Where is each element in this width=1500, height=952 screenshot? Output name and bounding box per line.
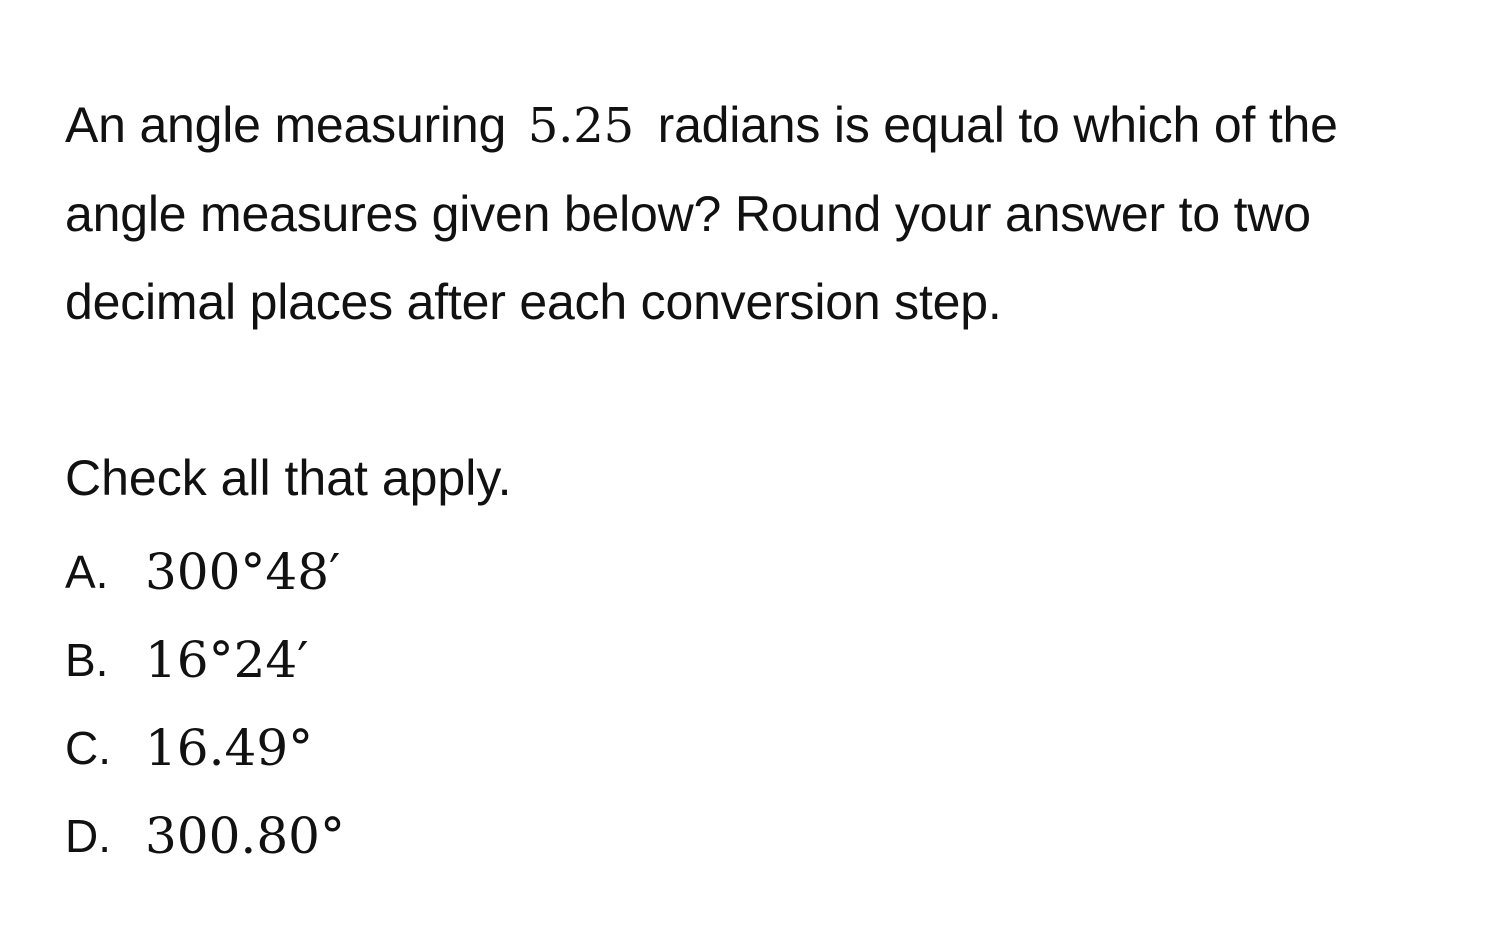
option-value: 16°24′ [145, 631, 309, 689]
option-a[interactable] [65, 528, 345, 616]
option-letter: D. [65, 810, 111, 862]
radian-value: 5.25 [527, 98, 634, 154]
option-letter: A. [65, 546, 109, 598]
instruction-text: Check all that apply. [65, 450, 512, 506]
option-value: 300°48′ [145, 543, 341, 601]
option-value: 300.80° [145, 807, 345, 865]
option-d[interactable] [65, 792, 345, 880]
question-text [65, 81, 1445, 346]
question-lead: An angle measuring [65, 97, 507, 153]
option-c[interactable] [65, 704, 345, 792]
question-tail: radians is equal to which of the angle measures given below? Round your answer to two decimal places after each conversion step. [65, 97, 1338, 330]
option-value: 16.49° [145, 719, 314, 777]
option-letter: B. [65, 634, 109, 686]
option-letter: C. [65, 722, 111, 774]
answer-options [65, 528, 345, 880]
option-b[interactable] [65, 616, 345, 704]
